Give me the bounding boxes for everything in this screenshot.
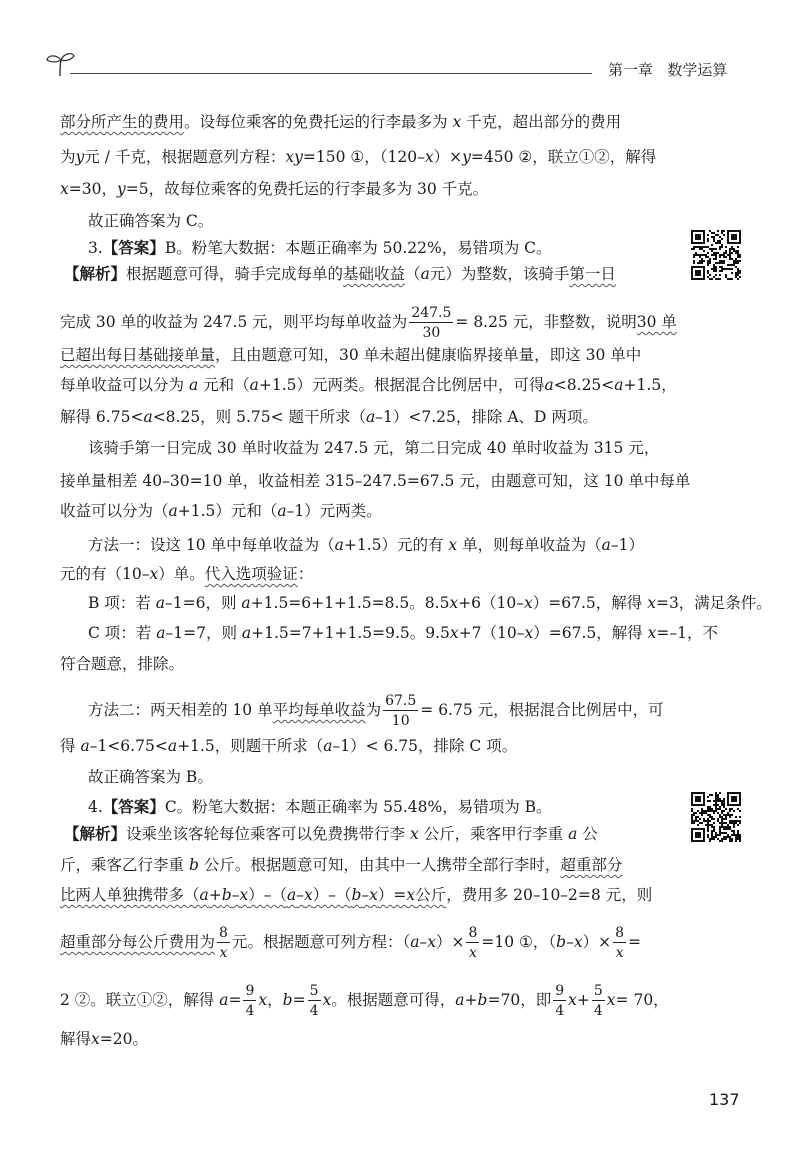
text-line: B 项：若 a–1=6，则 a+1.5=6+1+1.5=8.5。8.5x+6（10–x）=67.5，解得 x=3，满足条件。: [88, 594, 772, 612]
fraction: $\frac{9}{4}$: [245, 983, 255, 1019]
text-line: 部分所产生的费用。设每位乘客的免费托运的行李最多为 x 千克，超出部分的费用: [60, 113, 622, 131]
answer-line: 故正确答案为 B。: [88, 768, 213, 786]
q3-header: 3.【答案】B。粉笔大数据：本题正确率为 50.22%，易错项为 C。: [88, 238, 552, 257]
fraction: $\frac{8}{x}$: [219, 925, 228, 961]
text-line: 为y元 / 千克，根据题意列方程：xy=150 ①，（120–x）×y=450 ②，联立①②，解得: [60, 148, 657, 166]
text-line: 已超出每日基础接单量，且由题意可知，30 单未超出健康临界接单量，即这 30 单中: [60, 346, 642, 364]
text-line: 【解析】设乘坐该客轮每位乘客可以免费携带行李 x 公斤，乘客甲行李重 a 公: [64, 824, 598, 843]
page-number: 137: [709, 1090, 740, 1109]
answer-line: 故正确答案为 C。: [88, 212, 214, 230]
text-line: 方法一：设这 10 单中每单收益为（a+1.5）元的有 x 单，则每单收益为（a–1）: [88, 536, 644, 554]
fraction: $\frac{8}{x}$: [468, 925, 478, 961]
fraction: $\frac{5}{4}$: [593, 983, 603, 1019]
chapter-header: 第一章 数学运算: [608, 61, 728, 79]
text-line: 比两人单独携带多（a+b–x）–（a–x）–（b–x）=x公斤，费用多 20–10–2=8 元，则: [60, 886, 653, 904]
text-line: 2 ②。联立①②，解得 a= $\frac{9}{4}$ x，b= $\frac{5}{4}$ x。根据题意可得，a+b=70，即 $\frac{9}{4}$ x+ $\frac{5}{4}$ x= 70，: [60, 983, 669, 1019]
text-line: 符合题意，排除。: [60, 655, 185, 673]
text-line: 收益可以分为（a+1.5）元和（a–1）元两类。: [60, 502, 382, 520]
text-line: 完成 30 单的收益为 247.5 元，则平均每单收益为 $\frac{247.5}{30}$ = 8.25 元，非整数，说明30 单: [60, 305, 677, 341]
text-line: 该骑手第一日完成 30 单时收益为 247.5 元，第二日完成 40 单时收益为 315 元，: [88, 439, 660, 457]
text-line: 得 a–1<6.75<a+1.5，则题干所求（a–1）< 6.75，排除 C 项。: [60, 737, 518, 755]
text-line: 斤，乘客乙行李重 b 公斤。根据题意可知，由其中一人携带全部行李时，超重部分: [60, 856, 623, 874]
fraction: $\frac{8}{x}$: [615, 925, 625, 961]
fraction: $\frac{67.5}{10}$: [385, 693, 417, 729]
text-line: 方法二：两天相差的 10 单平均每单收益为 $\frac{67.5}{10}$ = 6.75 元，根据混合比例居中，可: [88, 693, 664, 729]
text-line: 接单量相差 40–30=10 单，收益相差 315–247.5=67.5 元，由题意可知，这 10 单中每单: [60, 472, 691, 490]
text-line: 【解析】根据题意可得，骑手完成每单的基础收益（a元）为整数，该骑手第一日: [64, 264, 616, 283]
text-line: 解得 6.75<a<8.25，则 5.75< 题干所求（a–1）<7.25，排除 A、D 两项。: [60, 408, 598, 426]
fraction: $\frac{5}{4}$: [309, 983, 319, 1019]
text-line: 解得x=20。: [60, 1030, 148, 1048]
fraction: $\frac{247.5}{30}$: [411, 305, 452, 341]
header-rule: [70, 73, 592, 74]
fraction: $\frac{9}{4}$: [555, 983, 565, 1019]
qr-code-icon[interactable]: [691, 792, 741, 842]
text-line: x=30，y=5，故每位乘客的免费托运的行李最多为 30 千克。: [60, 180, 489, 198]
text-line: 超重部分每公斤费用为 $\frac{8}{x}$ 元。根据题意可列方程：（a–x）× $\frac{8}{x}$ =10 ①，（b–x）× $\frac{8}{x}$ =: [60, 925, 642, 961]
qr-code-icon[interactable]: [691, 230, 741, 280]
q4-header: 4.【答案】C。粉笔大数据：本题正确率为 55.48%，易错项为 B。: [88, 797, 552, 816]
text-line: 元的有（10–x）单。代入选项验证：: [60, 565, 314, 583]
text-line: C 项：若 a–1=7，则 a+1.5=7+1+1.5=9.5。9.5x+7（10–x）=67.5，解得 x=–1，不: [88, 624, 719, 642]
text-line: 每单收益可以分为 a 元和（a+1.5）元两类。根据混合比例居中，可得a<8.25<a+1.5，: [60, 376, 677, 394]
